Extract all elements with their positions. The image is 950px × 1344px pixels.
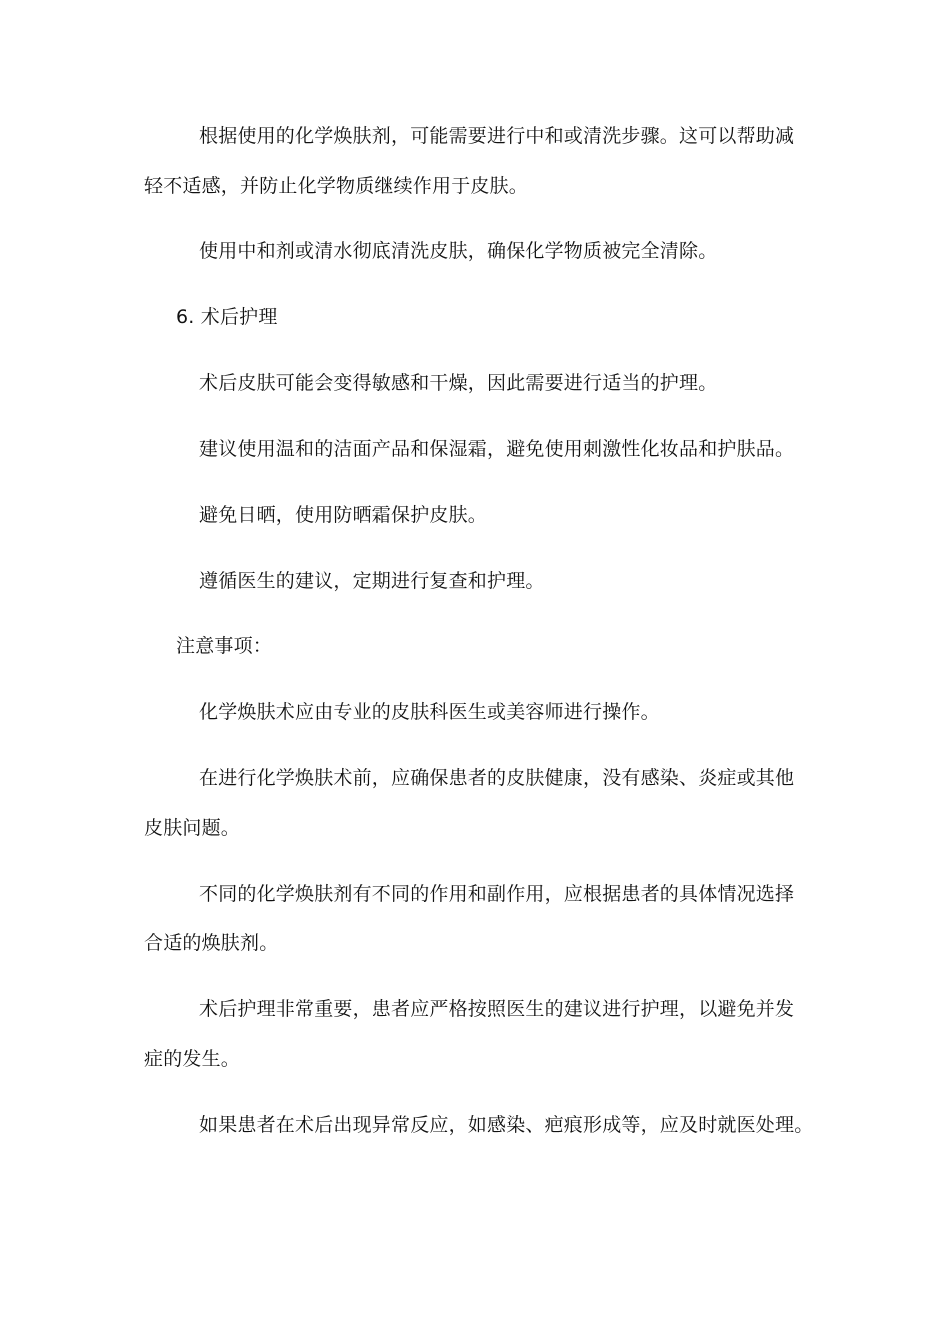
section-heading: 6. 术后护理: [176, 306, 278, 328]
paragraph-line: 化学焕肤术应由专业的皮肤科医生或美容师进行操作。: [199, 701, 660, 723]
paragraph-line: 避免日晒，使用防晒霜保护皮肤。: [199, 504, 488, 526]
paragraph-line: 如果患者在术后出现异常反应，如感染、疤痕形成等，应及时就医处理。: [199, 1114, 814, 1136]
paragraph-line: 在进行化学焕肤术前，应确保患者的皮肤健康，没有感染、炎症或其他: [199, 767, 795, 789]
notes-heading: 注意事项：: [176, 635, 273, 657]
paragraph-line: 建议使用温和的洁面产品和保湿霜，避免使用刺激性化妆品和护肤品。: [199, 438, 795, 460]
paragraph-line: 术后护理非常重要，患者应严格按照医生的建议进行护理，以避免并发: [199, 998, 795, 1020]
paragraph-line: 轻不适感，并防止化学物质继续作用于皮肤。: [144, 175, 529, 197]
paragraph-line: 不同的化学焕肤剂有不同的作用和副作用，应根据患者的具体情况选择: [199, 883, 795, 905]
paragraph-line: 术后皮肤可能会变得敏感和干燥，因此需要进行适当的护理。: [199, 372, 718, 394]
paragraph-line: 症的发生。: [144, 1048, 241, 1070]
paragraph-line: 使用中和剂或清水彻底清洗皮肤，确保化学物质被完全清除。: [199, 240, 718, 262]
paragraph-line: 根据使用的化学焕肤剂，可能需要进行中和或清洗步骤。这可以帮助减: [199, 125, 795, 147]
paragraph-line: 遵循医生的建议，定期进行复查和护理。: [199, 570, 545, 592]
paragraph-line: 皮肤问题。: [144, 817, 241, 839]
paragraph-line: 合适的焕肤剂。: [144, 932, 279, 954]
